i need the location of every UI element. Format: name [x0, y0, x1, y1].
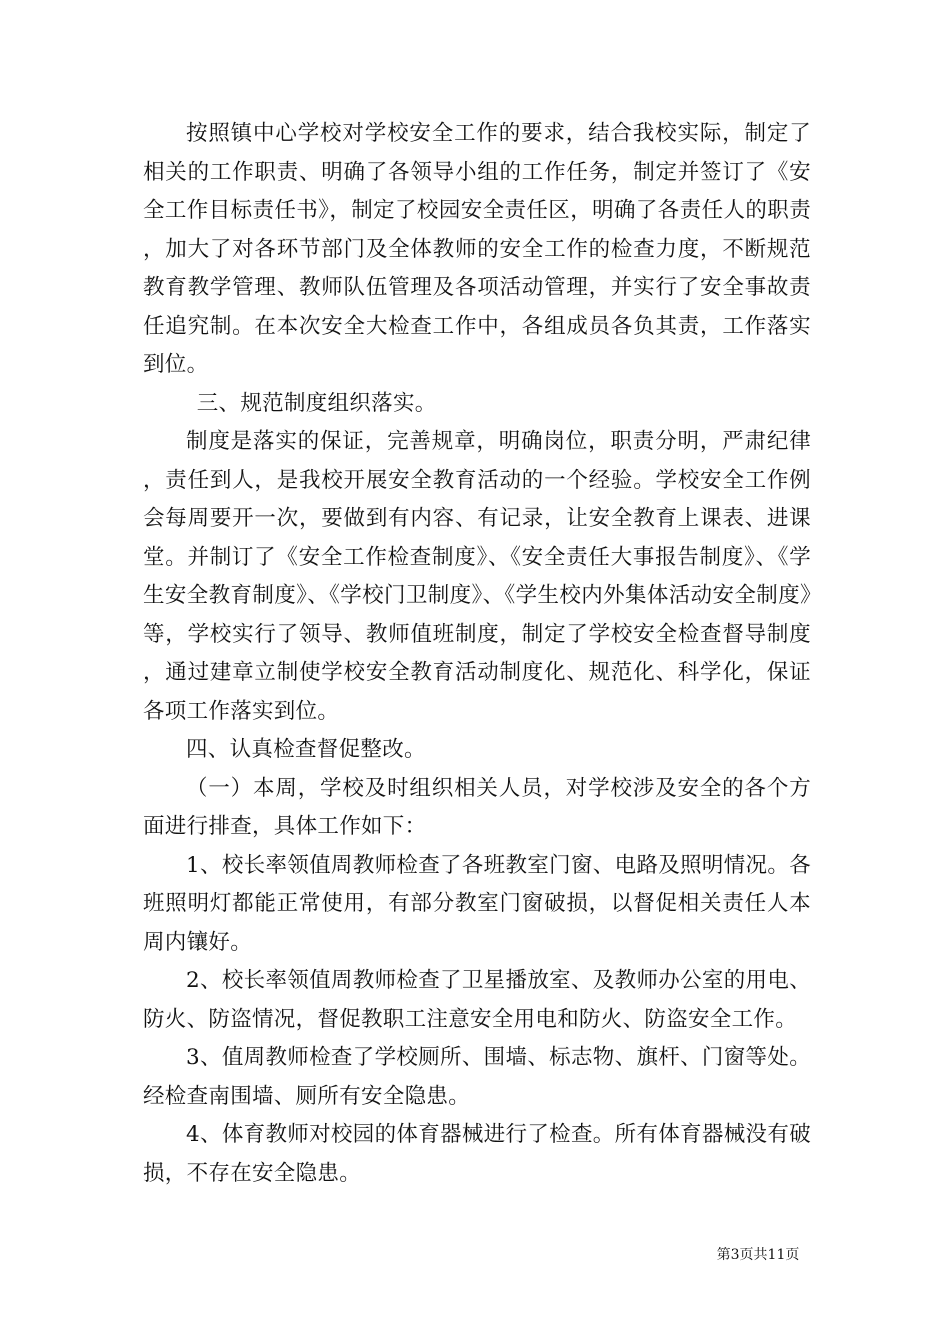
page-number: 第3页共11页 [716, 1247, 800, 1263]
paragraph-regulations: 制度是落实的保证，完善规章，明确岗位，职责分明，严肃纪律，责任到人，是我校开展安全教育活动的一个经验。学校安全工作例会每周要开一次，要做到有内容、有记录，让安全教育上课表、进课堂。并制订了《安全工作检查制度》、《安全责任大事报告制度》、《学生安全教育制度》、《学校门卫制度》、《学生校内外集体活动安全制度》等，学校实行了领导、教师值班制度，制定了学校安全检查督导制度，通过建章立制使学校安全教育活动制度化、规范化、科学化，保证各项工作落实到位。 [143, 429, 811, 724]
list-item-classrooms: 1、校长率领值周教师检查了各班教室门窗、电路及照明情况。各班照明灯都能正常使用，有部分教室门窗破损，以督促相关责任人本周内镶好。 [143, 852, 811, 955]
list-item-sports-equipment: 4、体育教师对校园的体育器械进行了检查。所有体育器械没有破损，不存在安全隐患。 [143, 1122, 811, 1186]
paragraph-responsibilities: 按照镇中心学校对学校安全工作的要求，结合我校实际，制定了相关的工作职责、明确了各领导小组的工作任务，制定并签订了《安全工作目标责任书》，制定了校园安全责任区，明确了各责任人的职责，加大了对各环节部门及全体教师的安全工作的检查力度，不断规范教育教学管理、教师队伍管理及各项活动管理，并实行了安全事故责任追究制。在本次安全大检查工作中，各组成员各负其责，工作落实到位。 [143, 121, 811, 377]
document-body [143, 115, 811, 1193]
list-item-grounds: 3、值周教师检查了学校厕所、围墙、标志物、旗杆、门窗等处。经检查南围墙、厕所有安全隐患。 [143, 1045, 811, 1109]
paragraph-inspection-intro: （一）本周，学校及时组织相关人员，对学校涉及安全的各个方面进行排查，具体工作如下： [143, 775, 811, 839]
heading-section-four: 四、认真检查督促整改。 [186, 737, 426, 762]
heading-section-three: 三、规范制度组织落实。 [196, 390, 437, 416]
page-footer [0, 1246, 950, 1264]
list-item-offices: 2、校长率领值周教师检查了卫星播放室、及教师办公室的用电、防火、防盗情况，督促教职工注意安全用电和防火、防盗安全工作。 [143, 968, 811, 1032]
